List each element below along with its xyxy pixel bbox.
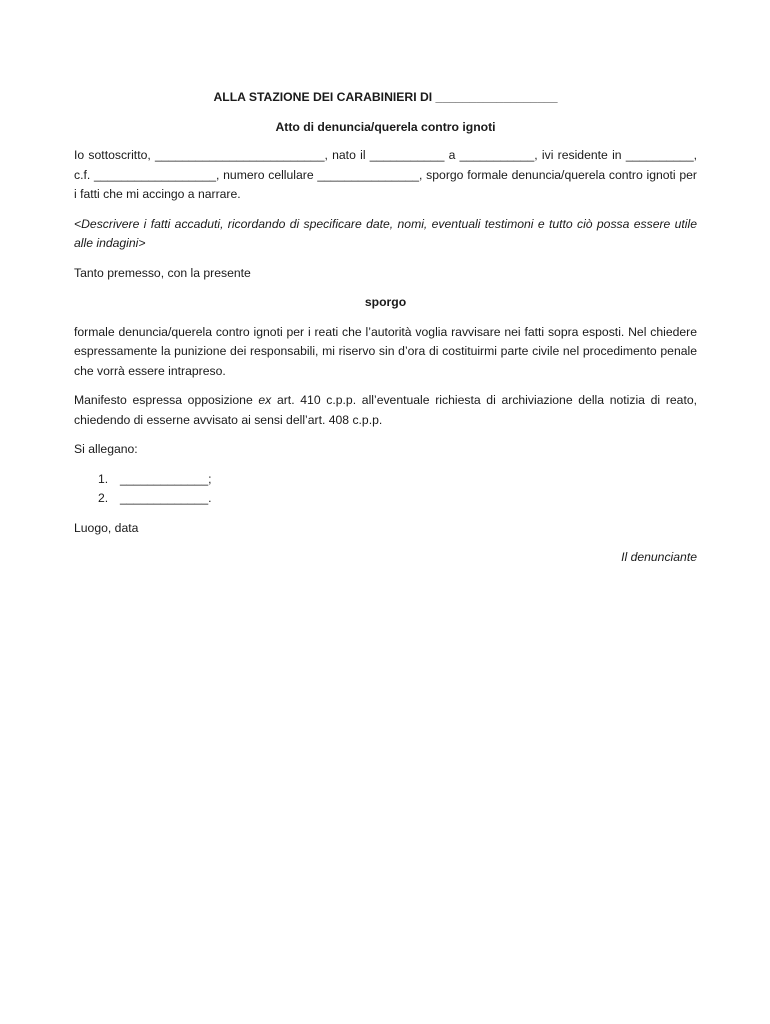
list-item-text: _____________.: [120, 491, 212, 505]
opposition-text-before: Manifesto espressa opposizione: [74, 393, 259, 407]
list-item: [74, 489, 697, 509]
document-title: ALLA STAZIONE DEI CARABINIERI DI __________________: [213, 90, 558, 104]
document-body: [74, 88, 697, 568]
attachments-list: [74, 470, 697, 509]
intro-paragraph: Io sottoscritto, _________________________, nato il ___________ a ___________, ivi residente in __________, c.f. __________________, numero cellulare _______________, sporgo formale denuncia/querela contro ignoti per i fatti che mi accingo a narrare.: [74, 148, 697, 201]
signature-label: Il denunciante: [621, 550, 697, 564]
opposition-paragraph: [74, 391, 697, 430]
opposition-text-after: art. 410 c.p.p. all’eventuale richiesta di archiviazione della notizia di reato, chiedendo di esserne avvisato ai sensi dell’art. 408 c.p.p.: [74, 393, 697, 427]
place-date: Luogo, data: [74, 520, 139, 535]
list-item-number: 1.: [98, 471, 109, 486]
document-subtitle: Atto di denuncia/querela contro ignoti: [275, 119, 496, 134]
list-item-text: _____________;: [120, 471, 212, 486]
complaint-paragraph: formale denuncia/querela contro ignoti per i reati che l’autorità voglia ravvisare nei fatti sopra esposti. Nel chiedere espressamente la punizione dei responsabili, mi riservo sin d’ora di costituirmi parte civile nel procedimento penale che vorrà essere intrapreso.: [74, 324, 697, 378]
opposition-ex: ex: [258, 393, 272, 407]
instructions-paragraph: <Descrivere i fatti accaduti, ricordando di specificare date, nomi, eventuali testimoni e tutto ciò possa essere utile alle indagini>: [74, 216, 697, 250]
sporgo-heading: sporgo: [364, 295, 407, 309]
attachments-label: Si allegano:: [74, 442, 138, 456]
list-item: [74, 470, 697, 490]
premise-paragraph: Tanto premesso, con la presente: [74, 265, 251, 280]
list-item-number: 2.: [98, 491, 109, 505]
